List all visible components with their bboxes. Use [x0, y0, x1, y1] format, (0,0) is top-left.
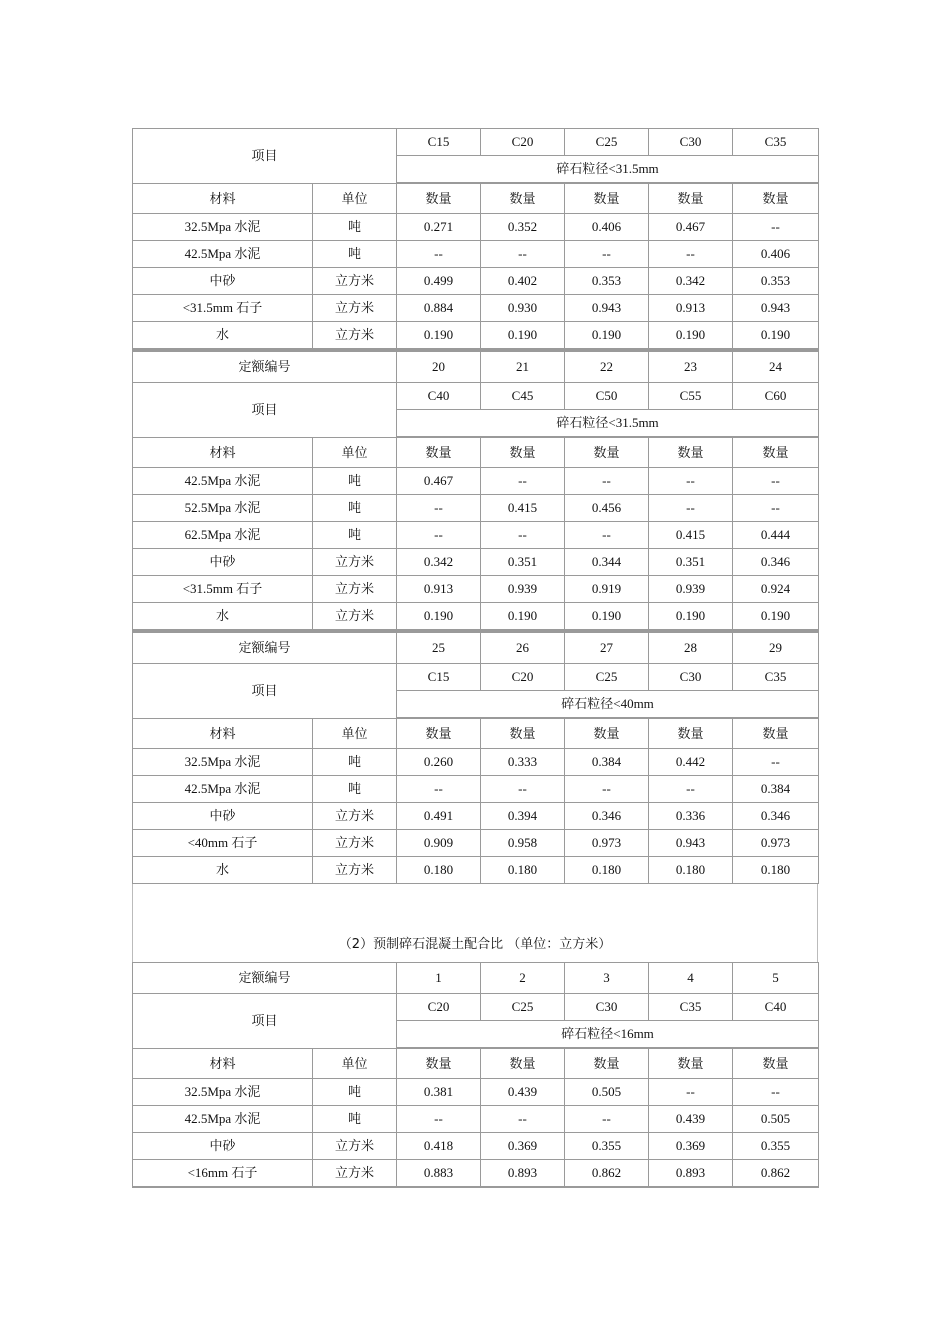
quota-code: 4	[649, 963, 733, 994]
quota-code: 20	[397, 351, 481, 383]
value-cell: 0.190	[649, 322, 733, 349]
quota-code: 26	[481, 632, 565, 664]
material-cell: 水	[133, 603, 313, 630]
value-cell: 0.467	[649, 214, 733, 241]
value-cell: 0.883	[397, 1160, 481, 1188]
value-cell: 0.342	[397, 549, 481, 576]
value-cell: --	[565, 522, 649, 549]
unit-cell: 立方米	[313, 549, 397, 576]
material-cell: 水	[133, 322, 313, 349]
unit-cell: 吨	[313, 468, 397, 495]
value-cell: 0.352	[481, 214, 565, 241]
value-cell: --	[397, 1106, 481, 1133]
material-cell: 中砂	[133, 268, 313, 295]
header-quantity: 数量	[649, 1048, 733, 1079]
value-cell: --	[649, 495, 733, 522]
value-cell: 0.180	[565, 857, 649, 884]
value-cell: 0.913	[397, 576, 481, 603]
grade-cell: C20	[481, 664, 565, 691]
table-row	[133, 522, 819, 549]
value-cell: 0.180	[733, 857, 819, 884]
value-cell: 0.346	[733, 549, 819, 576]
unit-cell: 立方米	[313, 857, 397, 884]
value-cell: 0.190	[733, 322, 819, 349]
grade-cell: C50	[565, 383, 649, 410]
quota-code: 27	[565, 632, 649, 664]
quota-code: 29	[733, 632, 819, 664]
header-material: 材料	[133, 183, 313, 214]
value-cell: --	[565, 776, 649, 803]
value-cell: --	[397, 522, 481, 549]
header-quantity: 数量	[649, 437, 733, 468]
material-cell: 62.5Mpa 水泥	[133, 522, 313, 549]
value-cell: --	[481, 522, 565, 549]
material-cell: 52.5Mpa 水泥	[133, 495, 313, 522]
quota-code: 22	[565, 351, 649, 383]
value-cell: --	[481, 1106, 565, 1133]
mix-table-4	[132, 962, 819, 1188]
unit-cell: 吨	[313, 522, 397, 549]
header-quantity: 数量	[733, 1048, 819, 1079]
value-cell: 0.958	[481, 830, 565, 857]
value-cell: 0.346	[733, 803, 819, 830]
value-cell: 0.499	[397, 268, 481, 295]
header-quantity: 数量	[481, 718, 565, 749]
value-cell: 0.346	[565, 803, 649, 830]
quota-code: 2	[481, 963, 565, 994]
value-cell: 0.924	[733, 576, 819, 603]
quota-code-label: 定额编号	[133, 351, 397, 383]
value-cell: 0.943	[649, 830, 733, 857]
table-row	[133, 495, 819, 522]
unit-cell: 立方米	[313, 803, 397, 830]
header-quantity: 数量	[397, 1048, 481, 1079]
value-cell: 0.913	[649, 295, 733, 322]
mix-table-1	[132, 128, 819, 349]
table-row	[133, 1079, 819, 1106]
header-quantity: 数量	[733, 183, 819, 214]
grade-cell: C35	[649, 994, 733, 1021]
header-unit: 单位	[313, 437, 397, 468]
value-cell: --	[565, 1106, 649, 1133]
value-cell: 0.919	[565, 576, 649, 603]
section-caption: （2）预制碎石混凝土配合比 （单位：立方米）	[338, 937, 612, 952]
material-cell: 中砂	[133, 803, 313, 830]
value-cell: 0.190	[565, 322, 649, 349]
table-row	[133, 295, 819, 322]
grade-cell: C15	[397, 664, 481, 691]
grade-cell: C60	[733, 383, 819, 410]
value-cell: 0.394	[481, 803, 565, 830]
value-cell: --	[397, 495, 481, 522]
grade-cell: C35	[733, 129, 819, 156]
quota-code: 3	[565, 963, 649, 994]
material-cell: 水	[133, 857, 313, 884]
table-row	[133, 268, 819, 295]
grade-cell: C30	[649, 664, 733, 691]
grade-cell: C25	[481, 994, 565, 1021]
value-cell: 0.406	[733, 241, 819, 268]
value-cell: 0.333	[481, 749, 565, 776]
table-row	[133, 576, 819, 603]
value-cell: 0.893	[481, 1160, 565, 1188]
item-label: 项目	[133, 383, 397, 438]
value-cell: 0.505	[565, 1079, 649, 1106]
value-cell: --	[565, 468, 649, 495]
material-cell: 42.5Mpa 水泥	[133, 776, 313, 803]
table-row	[133, 322, 819, 349]
value-cell: 0.862	[733, 1160, 819, 1188]
item-label: 项目	[133, 994, 397, 1049]
value-cell: 0.369	[649, 1133, 733, 1160]
unit-cell: 立方米	[313, 603, 397, 630]
table-row	[133, 749, 819, 776]
table-row	[133, 830, 819, 857]
header-quantity: 数量	[733, 437, 819, 468]
value-cell: --	[397, 241, 481, 268]
value-cell: 0.351	[481, 549, 565, 576]
table-row	[133, 468, 819, 495]
unit-cell: 立方米	[313, 1160, 397, 1188]
value-cell: 0.190	[565, 603, 649, 630]
value-cell: 0.973	[565, 830, 649, 857]
value-cell: 0.190	[397, 322, 481, 349]
value-cell: --	[565, 241, 649, 268]
material-cell: <40mm 石子	[133, 830, 313, 857]
unit-cell: 立方米	[313, 295, 397, 322]
value-cell: 0.180	[397, 857, 481, 884]
value-cell: 0.353	[565, 268, 649, 295]
unit-cell: 吨	[313, 241, 397, 268]
table-row	[133, 857, 819, 884]
item-label: 项目	[133, 129, 397, 184]
document-body	[132, 128, 818, 1188]
value-cell: 0.384	[733, 776, 819, 803]
value-cell: 0.456	[565, 495, 649, 522]
header-unit: 单位	[313, 718, 397, 749]
material-cell: 42.5Mpa 水泥	[133, 1106, 313, 1133]
quota-code: 25	[397, 632, 481, 664]
value-cell: --	[733, 468, 819, 495]
value-cell: --	[733, 749, 819, 776]
value-cell: 0.909	[397, 830, 481, 857]
value-cell: 0.190	[481, 322, 565, 349]
grade-cell: C20	[481, 129, 565, 156]
quota-code: 5	[733, 963, 819, 994]
value-cell: 0.415	[649, 522, 733, 549]
value-cell: 0.190	[397, 603, 481, 630]
value-cell: 0.862	[565, 1160, 649, 1188]
unit-cell: 吨	[313, 214, 397, 241]
header-quantity: 数量	[481, 183, 565, 214]
table-row	[133, 214, 819, 241]
value-cell: 0.180	[649, 857, 733, 884]
header-quantity: 数量	[565, 1048, 649, 1079]
value-cell: 0.344	[565, 549, 649, 576]
value-cell: --	[733, 214, 819, 241]
material-cell: 32.5Mpa 水泥	[133, 749, 313, 776]
value-cell: 0.939	[481, 576, 565, 603]
grade-cell: C15	[397, 129, 481, 156]
value-cell: 0.384	[565, 749, 649, 776]
table-row	[133, 603, 819, 630]
header-quantity: 数量	[397, 718, 481, 749]
value-cell: 0.271	[397, 214, 481, 241]
value-cell: 0.939	[649, 576, 733, 603]
value-cell: 0.893	[649, 1160, 733, 1188]
header-quantity: 数量	[481, 437, 565, 468]
value-cell: 0.943	[733, 295, 819, 322]
unit-cell: 吨	[313, 749, 397, 776]
value-cell: 0.180	[481, 857, 565, 884]
value-cell: 0.884	[397, 295, 481, 322]
quota-code: 1	[397, 963, 481, 994]
material-cell: 42.5Mpa 水泥	[133, 468, 313, 495]
grade-cell: C40	[733, 994, 819, 1021]
unit-cell: 立方米	[313, 322, 397, 349]
quota-code-label: 定额编号	[133, 963, 397, 994]
grade-cell: C45	[481, 383, 565, 410]
value-cell: 0.418	[397, 1133, 481, 1160]
table-row	[133, 1106, 819, 1133]
quota-code: 23	[649, 351, 733, 383]
unit-cell: 吨	[313, 495, 397, 522]
value-cell: 0.351	[649, 549, 733, 576]
grade-cell: C25	[565, 664, 649, 691]
table-row	[133, 549, 819, 576]
value-cell: --	[481, 776, 565, 803]
value-cell: 0.402	[481, 268, 565, 295]
value-cell: 0.444	[733, 522, 819, 549]
value-cell: --	[397, 776, 481, 803]
grade-cell: C40	[397, 383, 481, 410]
header-quantity: 数量	[397, 437, 481, 468]
value-cell: --	[649, 1079, 733, 1106]
grade-cell: C30	[565, 994, 649, 1021]
value-cell: 0.943	[565, 295, 649, 322]
header-unit: 单位	[313, 183, 397, 214]
value-cell: --	[481, 468, 565, 495]
header-material: 材料	[133, 1048, 313, 1079]
value-cell: 0.369	[481, 1133, 565, 1160]
aggregate-size-label: 碎石粒径<31.5mm	[397, 156, 819, 184]
table-row	[133, 803, 819, 830]
aggregate-size-label: 碎石粒径<31.5mm	[397, 410, 819, 438]
mix-table-2	[132, 349, 819, 630]
header-quantity: 数量	[565, 437, 649, 468]
quota-code: 28	[649, 632, 733, 664]
header-quantity: 数量	[649, 718, 733, 749]
grade-cell: C35	[733, 664, 819, 691]
header-material: 材料	[133, 437, 313, 468]
material-cell: 42.5Mpa 水泥	[133, 241, 313, 268]
value-cell: 0.260	[397, 749, 481, 776]
value-cell: 0.442	[649, 749, 733, 776]
value-cell: 0.355	[733, 1133, 819, 1160]
unit-cell: 吨	[313, 776, 397, 803]
value-cell: 0.467	[397, 468, 481, 495]
grade-cell: C55	[649, 383, 733, 410]
value-cell: 0.336	[649, 803, 733, 830]
quota-code: 21	[481, 351, 565, 383]
value-cell: 0.505	[733, 1106, 819, 1133]
value-cell: 0.973	[733, 830, 819, 857]
item-label: 项目	[133, 664, 397, 719]
value-cell: --	[649, 776, 733, 803]
value-cell: --	[481, 241, 565, 268]
value-cell: 0.930	[481, 295, 565, 322]
value-cell: 0.491	[397, 803, 481, 830]
value-cell: 0.355	[565, 1133, 649, 1160]
material-cell: <16mm 石子	[133, 1160, 313, 1188]
header-quantity: 数量	[649, 183, 733, 214]
value-cell: --	[649, 241, 733, 268]
aggregate-size-label: 碎石粒径<40mm	[397, 691, 819, 719]
unit-cell: 立方米	[313, 830, 397, 857]
unit-cell: 立方米	[313, 1133, 397, 1160]
material-cell: 中砂	[133, 549, 313, 576]
table-row	[133, 1133, 819, 1160]
mix-table-3	[132, 630, 819, 884]
header-quantity: 数量	[565, 718, 649, 749]
value-cell: 0.190	[649, 603, 733, 630]
value-cell: --	[649, 468, 733, 495]
header-unit: 单位	[313, 1048, 397, 1079]
value-cell: 0.190	[481, 603, 565, 630]
table-row	[133, 241, 819, 268]
table-row	[133, 776, 819, 803]
value-cell: 0.353	[733, 268, 819, 295]
value-cell: 0.439	[649, 1106, 733, 1133]
unit-cell: 立方米	[313, 576, 397, 603]
aggregate-size-label: 碎石粒径<16mm	[397, 1021, 819, 1049]
material-cell: <31.5mm 石子	[133, 295, 313, 322]
header-material: 材料	[133, 718, 313, 749]
material-cell: 中砂	[133, 1133, 313, 1160]
value-cell: 0.406	[565, 214, 649, 241]
value-cell: --	[733, 495, 819, 522]
grade-cell: C25	[565, 129, 649, 156]
table-row	[133, 1160, 819, 1188]
value-cell: 0.342	[649, 268, 733, 295]
header-quantity: 数量	[397, 183, 481, 214]
section-caption-block	[132, 884, 818, 962]
header-quantity: 数量	[565, 183, 649, 214]
header-quantity: 数量	[733, 718, 819, 749]
header-quantity: 数量	[481, 1048, 565, 1079]
unit-cell: 吨	[313, 1079, 397, 1106]
quota-code: 24	[733, 351, 819, 383]
grade-cell: C30	[649, 129, 733, 156]
grade-cell: C20	[397, 994, 481, 1021]
unit-cell: 立方米	[313, 268, 397, 295]
material-cell: <31.5mm 石子	[133, 576, 313, 603]
value-cell: 0.190	[733, 603, 819, 630]
material-cell: 32.5Mpa 水泥	[133, 214, 313, 241]
material-cell: 32.5Mpa 水泥	[133, 1079, 313, 1106]
value-cell: 0.439	[481, 1079, 565, 1106]
quota-code-label: 定额编号	[133, 632, 397, 664]
unit-cell: 吨	[313, 1106, 397, 1133]
value-cell: 0.415	[481, 495, 565, 522]
value-cell: --	[733, 1079, 819, 1106]
value-cell: 0.381	[397, 1079, 481, 1106]
